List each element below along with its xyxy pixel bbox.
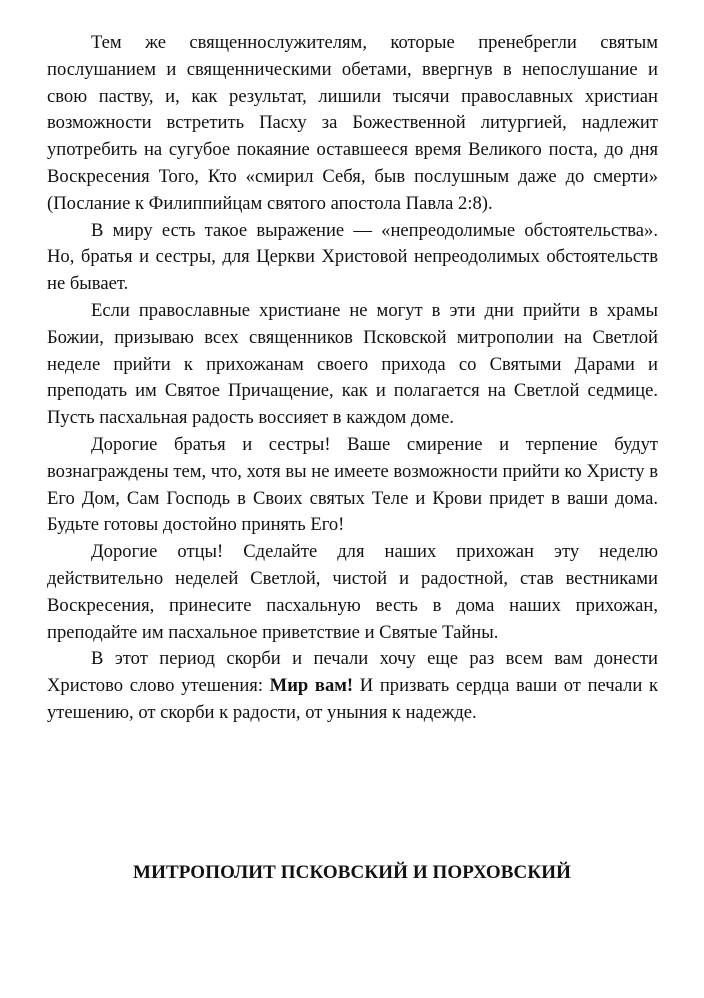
paragraph-brothers-sisters: Дорогие братья и сестры! Ваше смирение и терпение будут вознаграждены тем, что, хотя вы не имеете возможности прийти ко Христу в Его Дом, Сам Господь в Своих святых Теле и Крови придет в ваши дома. Будьте готовы достойно принять Его! — [47, 433, 658, 536]
paragraph-bright-week-communion: Если православные христиане не могут в эти дни прийти в храмы Божии, призываю всех священников Псковской митрополии на Светлой неделе прийти к прихожанам своего прихода со Святыми Дарами и преподать им Святое Причащение, как и полагается на Светлой седмице. Пусть пасхальная радость воссияет в каждом доме. — [47, 299, 658, 429]
paragraph-dear-fathers: Дорогие отцы! Сделайте для наших прихожан эту неделю действительно неделей Светлой, чистой и радостной, став вестниками Воскресения, принесите пасхальную весть в дома наших прихожан, преподайте им пасхальное приветствие и Святые Тайны. — [47, 541, 658, 643]
signature-title: МИТРОПОЛИТ ПСКОВСКИЙ И ПОРХОВСКИЙ — [133, 862, 571, 883]
peace-be-with-you-emphasis: Мир вам! — [269, 675, 354, 697]
paragraph-clergy-repentance: Тем же священнослужителям, которые пренебрегли святым послушанием и священническими обетами, ввергнув в непослушание и свою паству, и, как результат, лишили тысячи православных христиан возможности встретить Пасху за Божественной литургией, надлежит употребить на сугубое покаяние оставшееся время Великого поста, до дня Воскресения Того, Кто «смирил Себя, быв послушным даже до смерти» (Послание к Филиппийцам святого апостола Павла 2:8). — [47, 32, 658, 214]
letter-body — [47, 30, 658, 727]
paragraph-insurmountable-circumstances: В миру есть такое выражение — «непреодолимые обстоятельства». Но, братья и сестры, для Церкви Христовой непреодолимых обстоятельств не бывает. — [47, 219, 658, 295]
consolation-text-before: В этот период скорби и печали хочу еще раз всем вам донести Христово слово утешения: — [47, 648, 658, 697]
consolation-text-after: И призвать сердца ваши от печали к утешению, от скорби к радости, от уныния к надежде. — [47, 675, 658, 723]
paragraph-consolation — [47, 646, 658, 726]
